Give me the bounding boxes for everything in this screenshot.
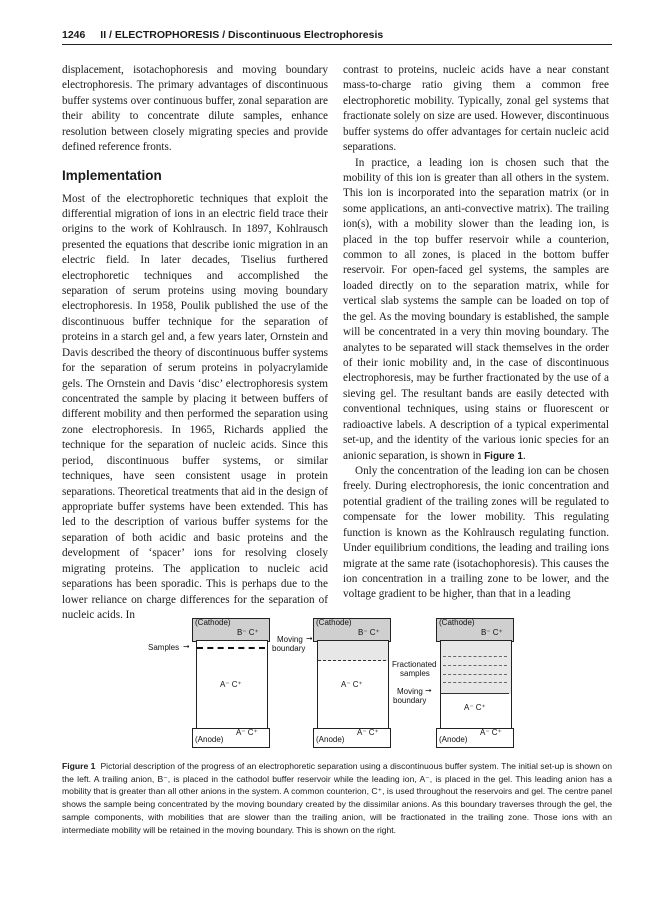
moving-boundary-arrow-icon: ➞ bbox=[306, 634, 313, 643]
figure-1 bbox=[0, 616, 668, 756]
moving-boundary-arrow-icon: ➞ bbox=[425, 686, 432, 695]
samples-arrow-icon: ➞ bbox=[183, 642, 190, 651]
paragraph-3: Only the concentration of the leading ion can be chosen freely. During electrophoresis, the ionic concentration and potential gradient of the trailing zones will be regulated to compensate for the lower mobility. This regulating function is known as the Kohlrausch regulating function. Under equilibrium conditions, the leading and trailing ions migrate at the same rate (isotachophoresis). This causes the ion concentration in a trailing zone to be lower, and the voltage gradient to be higher, than that in a leading bbox=[343, 464, 609, 601]
moving-boundary-label-1: Moving bbox=[397, 687, 423, 696]
paragraph-2-text: In practice, a leading ion is chosen such that the mobility of this ion is greater than all others in the system. This ion is incorporated into the separation matrix (or in some applications, an anti-convective matrix). The trailing ion(s), with a mobility slower than the leading ion, is placed in the top buffer reservoir while a counterion, common to all zones, is placed in the bottom buffer reservoir. For open-faced gel systems, the samples are loaded directly on to the separation matrix, while for vertical slab systems the sample can be loaded on top of the gel. As the moving boundary is established, the sample will be concentrated in a very thin moving boundary. The analytes to be separated will stack themselves in the order of their ionic mobility and, in the case of discontinuous electrophoresis, may be further fractionated by the use of a sieving gel. The resultant bands are easily detected with conventional techniques, using stains or fluorescent or radioactive labels. A description of a typical experimental set-up, and the identity of the various ionic species for an anionic separation, is shown in bbox=[343, 156, 609, 462]
figure-reference[interactable]: Figure 1 bbox=[484, 450, 523, 462]
anode-label: (Anode) bbox=[195, 735, 224, 744]
trailing-ions: B⁻ C⁺ bbox=[358, 628, 380, 637]
fractionated-band bbox=[443, 665, 507, 666]
figure-caption bbox=[62, 760, 612, 836]
fractionated-label-2: samples bbox=[400, 669, 430, 678]
caption-text: Pictorial description of the progress of an electrophoretic separation using a discontinuous buffer system. The initial set-up is shown on the left. A trailing anion, B⁻, is placed in the cathodol buffer reservoir while the leading ion, A⁻, is placed in the gel. This leading anion has a mobility that is greater than all other anions in the system. A common counterion, C⁺, is used throughout the reservoirs and gel. The centre panel shows the sample being concentrated by the moving boundary created by the dissimilar anions. As this boundary traverses through the gel, the sample components, with mobilities that are slower than the trailing anion, will be fractionated in the trailing zone. Those ions with an intermediate mobility will be retained in the moving boundary. This is shown on the right. bbox=[62, 761, 612, 835]
anode-label: (Anode) bbox=[316, 735, 345, 744]
running-title: II / ELECTROPHORESIS / Discontinuous Electrophoresis bbox=[100, 29, 384, 41]
paragraph-2 bbox=[343, 156, 609, 464]
intro-paragraph: displacement, isotachophoresis and moving boundary electrophoresis. The primary advantages of discontinuous buffer systems over continuous buffer, zonal separation are their ability to concentrate dilute samples, enhance resolution between closely migrating species and provide defined reference fronts. bbox=[62, 64, 328, 154]
moving-boundary-band bbox=[441, 693, 509, 694]
right-column bbox=[343, 63, 609, 603]
gel-ions: A⁻ C⁺ bbox=[464, 703, 486, 712]
concentrated-band bbox=[318, 660, 386, 661]
section-heading: Implementation bbox=[62, 167, 162, 183]
fractionated-label-1: Fractionated bbox=[392, 660, 437, 669]
trailing-zone bbox=[440, 640, 512, 694]
cathode-label: (Cathode) bbox=[195, 618, 231, 627]
fractionated-band bbox=[443, 656, 507, 657]
moving-boundary-label-2: boundary bbox=[393, 696, 427, 705]
trailing-ions: B⁻ C⁺ bbox=[481, 628, 503, 637]
running-head bbox=[62, 29, 612, 45]
paragraph-2-end: . bbox=[522, 449, 526, 462]
anode-ions: A⁻ C⁺ bbox=[480, 728, 502, 737]
paragraph-1: contrast to proteins, nucleic acids have a near constant mass-to-charge ratio giving them a common free electrophoretic mobility. Typically, zonal gel systems that fractionate solely on size are used. However, discontinuous buffer systems do offer advantages for certain nucleic acid separations. bbox=[343, 64, 609, 154]
gel-ions: A⁻ C⁺ bbox=[220, 680, 242, 689]
anode-ions: A⁻ C⁺ bbox=[357, 728, 379, 737]
trailing-zone bbox=[317, 640, 389, 661]
moving-boundary-label-1: Moving bbox=[277, 635, 303, 644]
cathode-label: (Cathode) bbox=[316, 618, 352, 627]
fractionated-band bbox=[443, 674, 507, 675]
left-column bbox=[62, 63, 328, 623]
anode-label: (Anode) bbox=[439, 735, 468, 744]
sample-band bbox=[197, 647, 265, 649]
caption-label: Figure 1 bbox=[62, 761, 96, 771]
anode-ions: A⁻ C⁺ bbox=[236, 728, 258, 737]
trailing-ions: B⁻ C⁺ bbox=[237, 628, 259, 637]
samples-label: Samples bbox=[148, 643, 180, 652]
page-number: 1246 bbox=[62, 29, 86, 41]
cathode-label: (Cathode) bbox=[439, 618, 475, 627]
gel-ions: A⁻ C⁺ bbox=[341, 680, 363, 689]
fractionated-band bbox=[443, 682, 507, 683]
implementation-paragraph: Most of the electrophoretic techniques that exploit the differential migration of ions in an electric field trace their origins to the work of Kohlrausch. In 1897, Kohlrausch presented the equations that describe ionic migration in an electric field. In later decades, Tiselius furthered electrophoretic techniques and accomplished the separation of serum proteins using moving boundary electrophoresis. In 1958, Poulik published the use of the discontinuous buffer technique for the separation of proteins in a starch gel and, a few years later, Ornstein and Davis described the theory of discontinuous buffer systems for the separation of serum proteins in polyacrylamide gels. The Ornstein and Davis ‘disc’ electrophoresis system concentrated the sample by placing it between buffers of different mobility and then performed the separation using zone electrophoresis. In 1965, Richards applied the technique for the separation of nucleic acids. Since this period, discontinuous buffer systems, or similar techniques, have seen consistent usage in protein separations. Theoretical treatments that aid in the design of appropriate buffer systems have been extended. This has led to the description of various buffer systems for the separation of both acidic and basic proteins and the development of ‘spacer’ ions for resolving closely migrating proteins. The application to nucleic acid separations has been sporadic. This is perhaps due to the lower reliance on charge differences for the separation of nucleic acids. In bbox=[62, 192, 328, 621]
moving-boundary-label-2: boundary bbox=[272, 644, 306, 653]
